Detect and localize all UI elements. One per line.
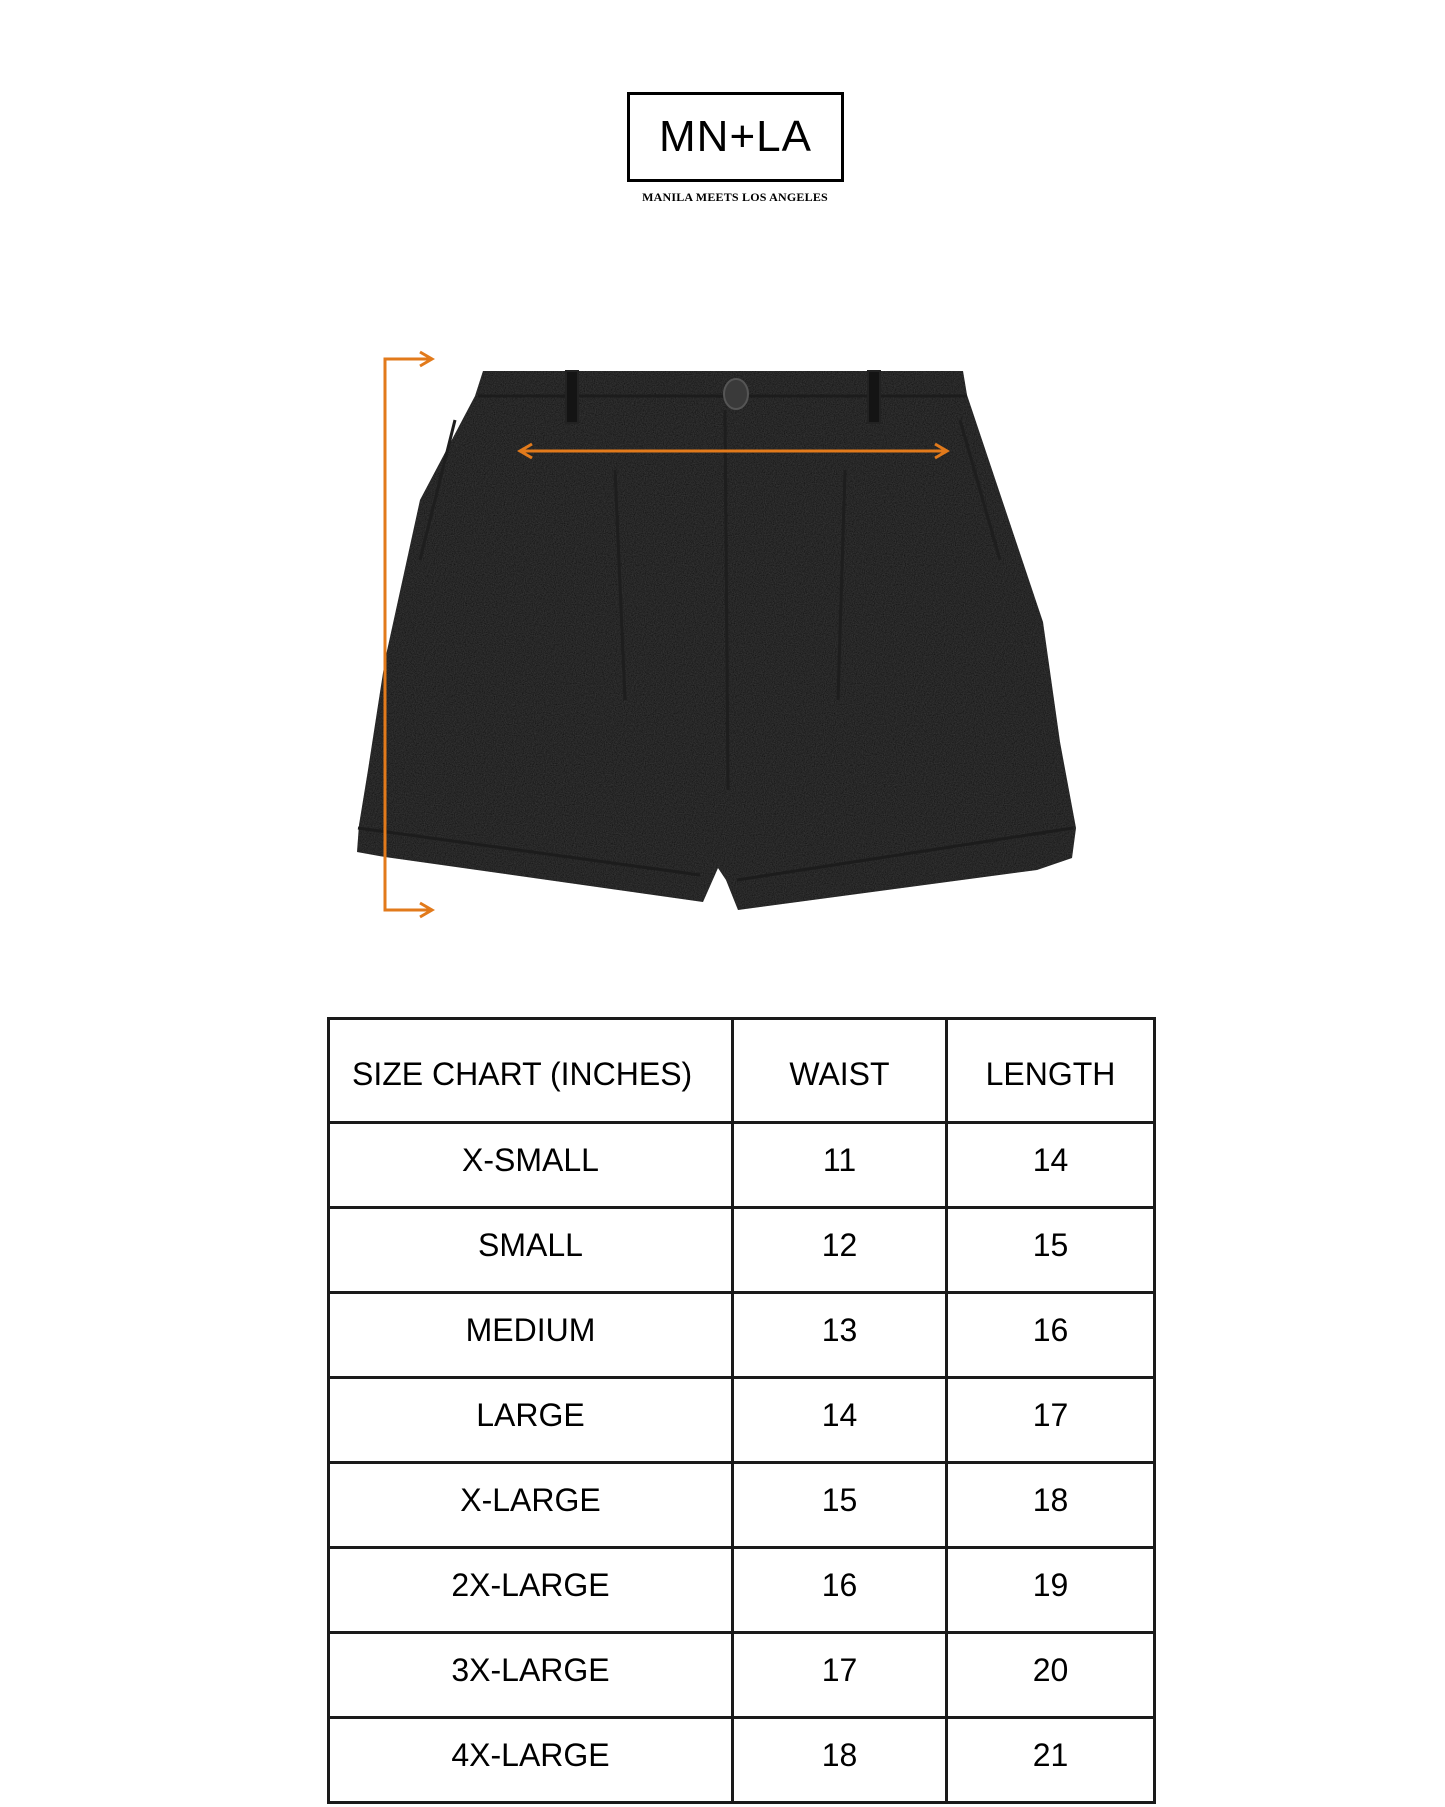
length-value: 21 bbox=[947, 1718, 1155, 1803]
waist-value: 16 bbox=[733, 1548, 947, 1633]
size-label: LARGE bbox=[329, 1378, 733, 1463]
waist-value: 12 bbox=[733, 1208, 947, 1293]
size-label: 2X-LARGE bbox=[329, 1548, 733, 1633]
table-row bbox=[329, 1718, 1155, 1803]
length-value: 14 bbox=[947, 1123, 1155, 1208]
length-value: 17 bbox=[947, 1378, 1155, 1463]
header-size-chart: SIZE CHART (INCHES) bbox=[329, 1019, 733, 1123]
length-value: 15 bbox=[947, 1208, 1155, 1293]
size-chart-header-row bbox=[329, 1019, 1155, 1123]
waist-value: 11 bbox=[733, 1123, 947, 1208]
table-row bbox=[329, 1633, 1155, 1718]
table-row bbox=[329, 1208, 1155, 1293]
size-label: MEDIUM bbox=[329, 1293, 733, 1378]
table-row bbox=[329, 1293, 1155, 1378]
button-icon bbox=[724, 379, 748, 409]
length-value: 16 bbox=[947, 1293, 1155, 1378]
size-label: X-LARGE bbox=[329, 1463, 733, 1548]
table-row bbox=[329, 1378, 1155, 1463]
waist-value: 17 bbox=[733, 1633, 947, 1718]
table-row bbox=[329, 1463, 1155, 1548]
length-value: 19 bbox=[947, 1548, 1155, 1633]
brand-tagline: MANILA MEETS LOS ANGELES bbox=[642, 190, 828, 204]
waist-value: 15 bbox=[733, 1463, 947, 1548]
size-chart-table bbox=[327, 1017, 1156, 1804]
size-label: SMALL bbox=[329, 1208, 733, 1293]
header-length: LENGTH bbox=[947, 1019, 1155, 1123]
size-label: X-SMALL bbox=[329, 1123, 733, 1208]
waist-value: 14 bbox=[733, 1378, 947, 1463]
waist-value: 18 bbox=[733, 1718, 947, 1803]
table-row bbox=[329, 1548, 1155, 1633]
length-value: 18 bbox=[947, 1463, 1155, 1548]
waist-value: 13 bbox=[733, 1293, 947, 1378]
size-label: 4X-LARGE bbox=[329, 1718, 733, 1803]
length-value: 20 bbox=[947, 1633, 1155, 1718]
brand-logo-text: MN+LA bbox=[659, 112, 812, 161]
header-waist: WAIST bbox=[733, 1019, 947, 1123]
table-row bbox=[329, 1123, 1155, 1208]
size-label: 3X-LARGE bbox=[329, 1633, 733, 1718]
